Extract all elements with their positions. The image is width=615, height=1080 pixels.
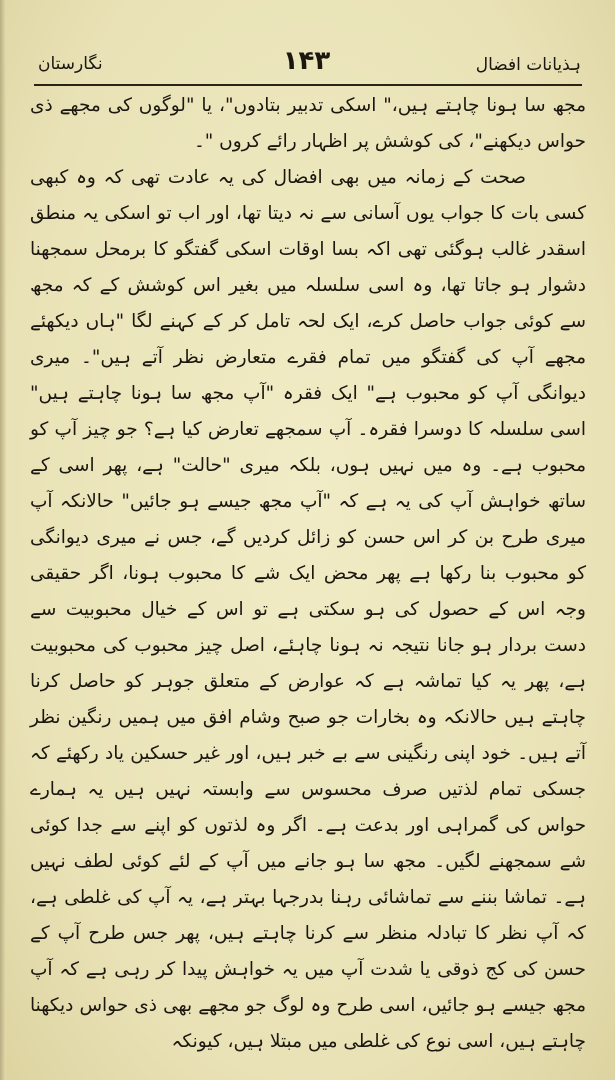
- page-edge: [0, 0, 6, 1080]
- running-header: [28, 44, 585, 84]
- header-chapter-title: ہذیانات افضال: [475, 55, 581, 75]
- paragraph-1: مجھ سا ہونا چاہتے ہیں،" اسکی تدبیر بتادوں"، یا "لوگوں کی مجھے ذی حواس دیکھنے"، کی کوشش پر اظہار رائے کروں "۔: [30, 95, 586, 152]
- page-body: [30, 88, 586, 1060]
- header-rule: [34, 84, 582, 86]
- paragraph-2: صحت کے زمانہ میں بھی افضال کی یہ عادت تھی کہ وہ کبھی کسی بات کا جواب یوں آسانی سے نہ دیتا تھا، اور اب تو اسکی یہ منطق اسقدر غالب ہوگئی تھی اکہ بسا اوقات اسکی گفتگو کا برمحل سمجھنا دشوار ہو جاتا تھا، وہ اسی سلسلہ میں بغیر اس کوشش کے کہ مجھ سے کوئی جواب حاصل کرے، ایک لحہ تامل کر کے کہنے لگا "ہاں دیکھئے مجھے آپ کی گفتگو میں تمام فقرے متعارض نظر آتے ہیں"۔ میری دیوانگی آپ کو محبوب ہے" ایک فقرہ "آپ مجھ سا ہونا چاہتے ہیں" اسی سلسلہ کا دوسرا فقرہ۔ آپ سمجھے تعارض کیا ہے؟ جو چیز آپ کو محبوب ہے۔ وہ میں نہیں ہوں، بلکہ میری "حالت" ہے، پھر اسی کے ساتھ خواہش آپ کی یہ ہے کہ "آپ مجھ جیسے ہو جائیں" حالانکہ آپ میری طرح بن کر اس حسن کو زائل کردیں گے، جس نے میری دیوانگی کو محبوب بنا رکھا ہے پھر محض ایک شے کا محبوب ہونا، اگر حقیقی وجہ اس کے حصول کی ہو سکتی ہے تو اس کے خیال محبوبیت سے دست بردار ہو جانا نتیجہ نہ ہونا چاہئے، اصل چیز محبوب کی محبوبیت ہے، پھر یہ کیا تماشہ ہے کہ عوارض کے متعلق جوہر کو حاصل کرنا چاہتے ہیں حالانکہ وہ بخارات جو صبح وشام افق میں ہمیں رنگین نظر آتے ہیں۔ خود اپنی رنگینی سے بے خبر ہیں، اور غیر حسکین یاد رکھئے کہ جسکی تمام لذتیں صرف محسوس سے وابستہ نہیں ہیں یہ ہمارے حواس کی گمراہی اور بدعت ہے۔ اگر وہ لذتوں کو اپنے سے جدا کوئی شے سمجھنے لگیں۔ مجھ سا ہو جانے میں آپ کے لئے کوئی لطف نہیں ہے۔ تماشا بننے سے تماشائی رہنا بدرجہا بہتر ہے، یہ آپ کی غلطی ہے، کہ آپ نظر کا تبادلہ منظر سے کرنا چاہتے ہیں، پھر جس طرح آپ کے حسن کی کج ذوقی یا شدت آپ میں یہ خواہش پیدا کر رہی ہے کہ آپ مجھ جیسے ہو جائیں، اسی طرح وہ لوگ جو مجھے بھی ذی حواس دیکھنا چاہتے ہیں، اسی نوع کی غلطی میں مبتلا ہیں، کیونکہ: [30, 167, 586, 1052]
- page-number: ۱۴۳: [282, 46, 331, 76]
- header-book-title: نگارستان: [38, 54, 103, 74]
